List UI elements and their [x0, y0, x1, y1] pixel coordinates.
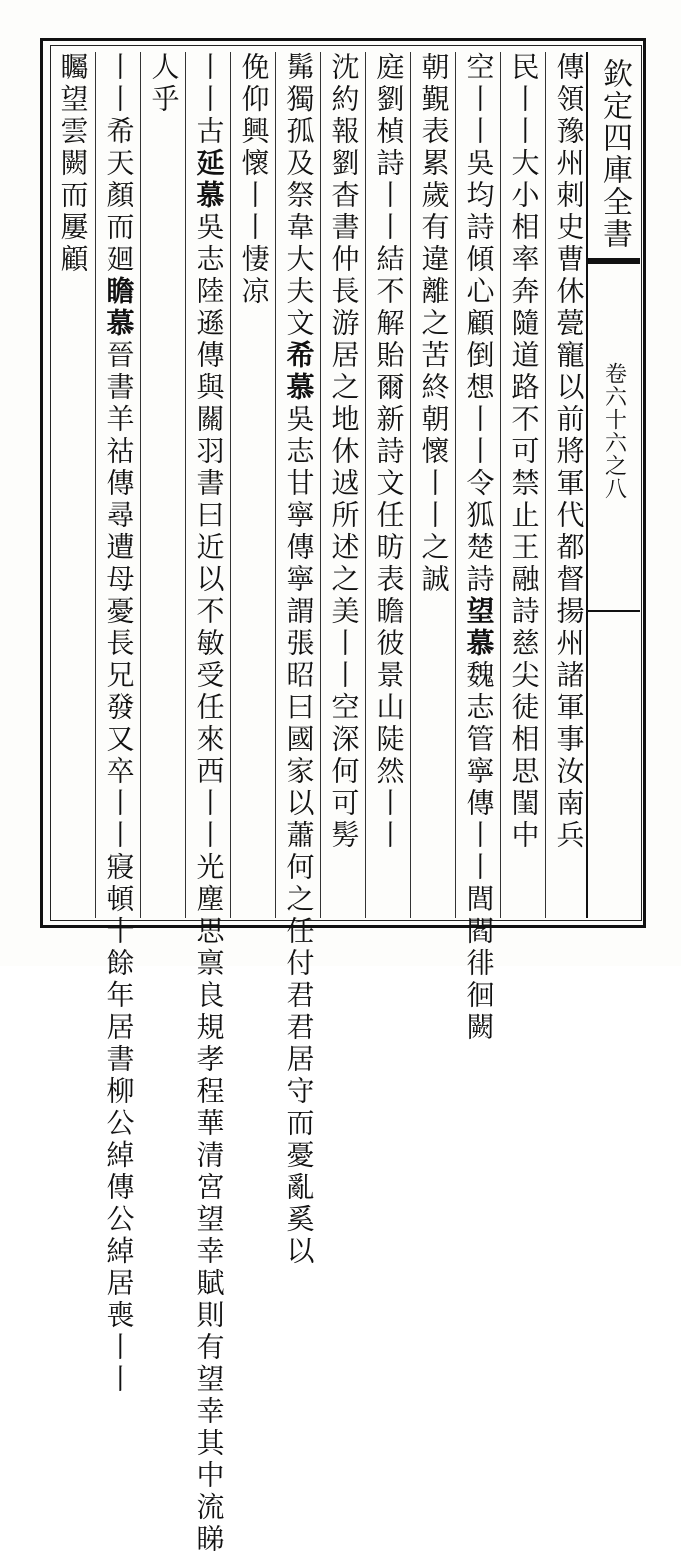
- text-column-2: 民丨丨大小相率奔隨道路不可禁止王融詩慈尖徒相思閨中: [500, 52, 546, 918]
- header-column: [586, 52, 640, 918]
- text-column-5: 庭劉楨詩丨丨結不解貽爾新詩文任昉表瞻彼景山陡然丨丨: [365, 52, 411, 918]
- note-wang-mu: 魏志管寧傳丨丨閭閻徘徊闕: [462, 660, 496, 1044]
- text-column-1: 傳領豫州刺史曹休甍寵以前將軍代都督揚州諸軍事汝南兵: [545, 52, 591, 918]
- note-zhe-mu: 晉書羊祜傳尋遭母憂長兄發又卒丨丨寢頓十餘年居書柳公綽傳公綽居喪丨丨: [102, 340, 136, 1396]
- heading-wang-mu: 望慕: [462, 596, 496, 660]
- note-xi-mu: 吳志甘寧傳寧謂張昭曰國家以蕭何之任付君君居守而憂亂奚以: [282, 404, 316, 1268]
- heading-xi-mu: 希慕: [282, 340, 316, 404]
- book-title: 欽定四庫全書: [597, 58, 632, 250]
- text-column-6: 沈約報劉杳書仲長游居之地休䢕所述之美丨丨空深何可髣: [320, 52, 366, 918]
- volume-label: 卷六十六之八: [601, 362, 627, 500]
- text-column-10: 人乎: [140, 52, 186, 918]
- heading-zhe-mu: 瞻慕: [102, 276, 136, 340]
- text-column-4: 朝覲表累歲有違離之苦終朝懷丨丨之誠: [410, 52, 456, 918]
- text-column-9: 丨丨古 延慕 吳志陸遜傳與關羽書曰近以不敏受任來西丨丨光塵思禀良規孝程華清宮望幸賦則有望幸其中流睇: [185, 52, 231, 918]
- note-yan-mu: 吳志陸遜傳與關羽書曰近以不敏受任來西丨丨光塵思禀良規孝程華清宮望幸賦則有望幸其中流睇: [192, 212, 226, 1556]
- text-column-3: 空丨丨吳均詩傾心顧倒想丨丨令狐楚詩 望慕 魏志管寧傳丨丨閭閻徘徊闕: [455, 52, 501, 918]
- text-column-11: 丨丨希天顏而廻 瞻慕 晉書羊祜傳尋遭母憂長兄發又卒丨丨寢頓十餘年居書柳公綽傳公綽居喪丨丨: [95, 52, 141, 918]
- header-rule-lower: [588, 610, 640, 612]
- header-rule: [588, 258, 640, 264]
- text-column-7: 髴獨孤及祭韋大夫文 希慕 吳志甘寧傳寧謂張昭曰國家以蕭何之任付君君居守而憂亂奚以: [275, 52, 321, 918]
- text-block: [52, 52, 640, 1556]
- text-column-12: 矚望雲闕而屢顧: [56, 52, 90, 276]
- heading-yan-mu: 延慕: [192, 148, 226, 212]
- text-column-8: 俛仰興懷丨丨悽凉: [230, 52, 276, 918]
